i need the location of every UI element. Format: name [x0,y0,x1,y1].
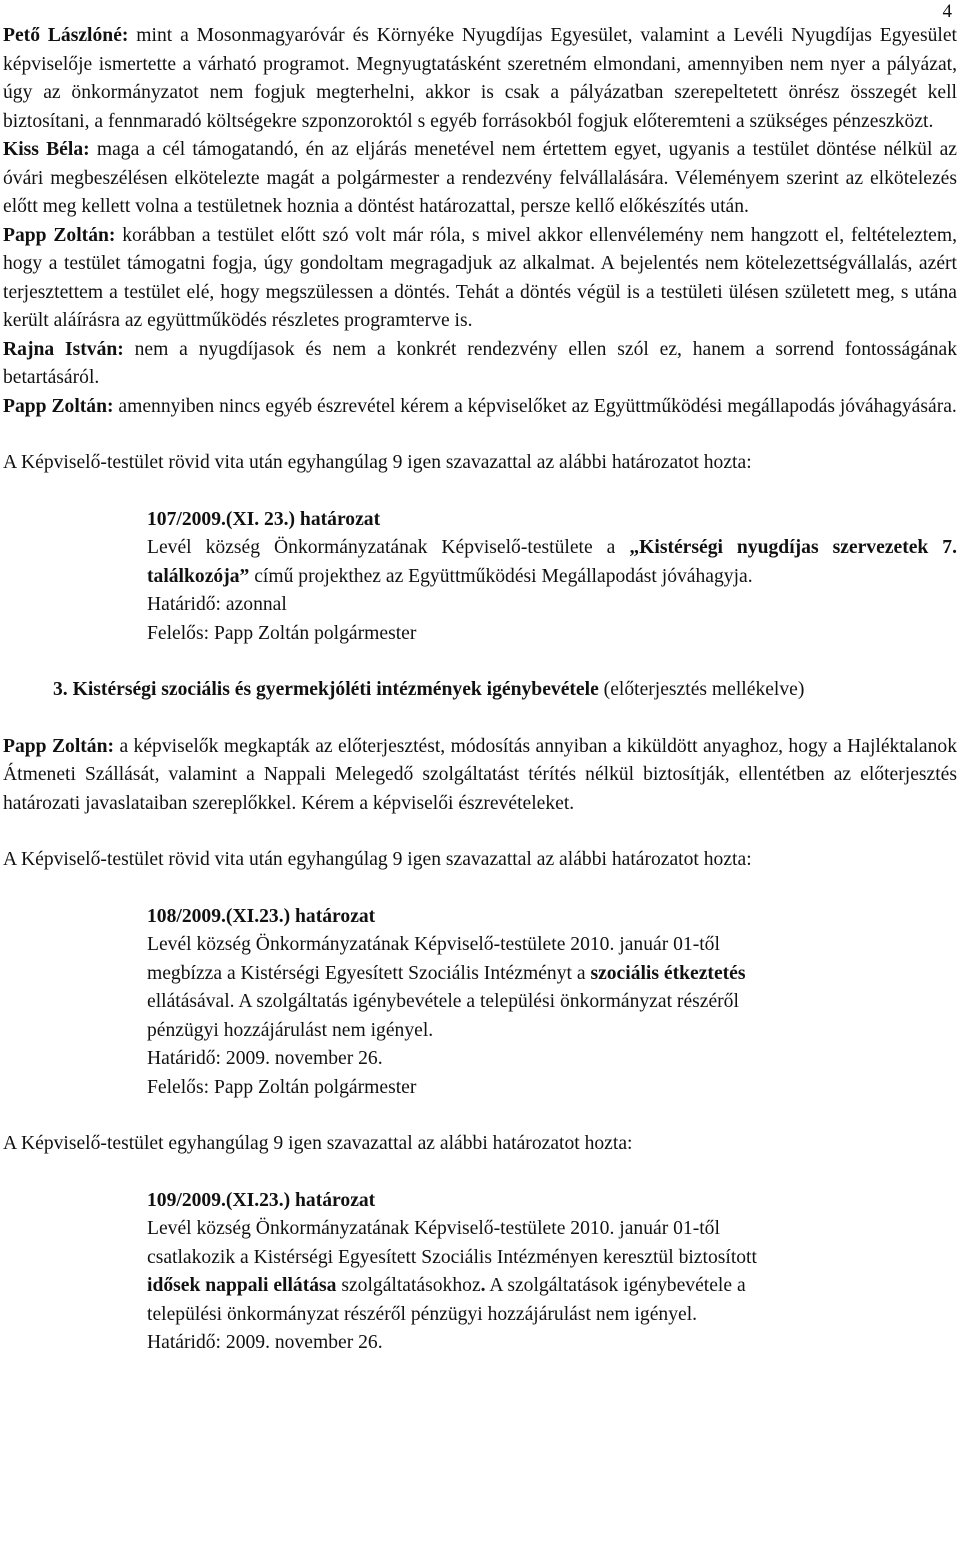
service-name: szociális étkeztetés [590,962,746,984]
paragraph-papp-3 [3,733,957,819]
resolution-text-part: . [480,1275,486,1296]
speaker-name: Kiss Béla: [3,139,90,160]
resolution-line: Levél község Önkormányzatának Képviselő-testülete 2010. január 01-től [147,934,720,955]
agenda-item-title: Kistérségi szociális és gyermekjóléti intézmények igénybevétele [72,679,599,700]
vote-statement-1: A Képviselő-testület rövid vita után egyhangúlag 9 igen szavazattal az alábbi határozatot hozta: [3,452,752,473]
paragraph-kiss [3,136,957,222]
project-title: „Kistérségi nyugdíjas szervezetek 7. találkozója” [147,537,957,587]
resolution-responsible: Felelős: Papp Zoltán polgármester [147,622,417,644]
resolution-109 [147,1187,957,1358]
resolution-line [147,1272,957,1301]
speaker-name: Papp Zoltán: [3,735,115,757]
resolution-text-part: A szolgáltatások igénybevétele a [485,1275,746,1296]
service-name: idősek nappali ellátása [147,1275,337,1296]
resolution-number: 107/2009.(XI. 23.) határozat [147,508,381,530]
resolution-line: Levél község Önkormányzatának Képviselő-testülete 2010. január 01-től [147,1218,720,1239]
resolution-number: 108/2009.(XI.23.) határozat [147,905,376,927]
resolution-text [147,534,957,591]
paragraph-text: nem a nyugdíjasok és nem a konkrét rendezvény ellen szól ez, hanem a sorrend fontosságának betartásáról. [3,338,958,388]
paragraph-text: a képviselők megkapták az előterjesztést, módosítás annyiban a kiküldött anyaghoz, hogy a Hajléktalanok Átmeneti Szállását, valamint a Nappali Melegedő szolgáltatást térítés nélkül biztosítják, ellentétben az előterjesztés határozati javaslataiban szereplőkkel. Kérem a képviselői észrevételeket. [3,735,957,814]
resolution-text-part: szolgáltatásokhoz [336,1275,481,1296]
resolution-text-part: Levél község Önkormányzatának Képviselő-testülete a [147,537,630,558]
agenda-item-3 [53,676,957,705]
resolution-107 [147,506,957,649]
agenda-item-number: 3. [53,679,68,700]
agenda-item-suffix: (előterjesztés mellékelve) [598,679,805,700]
resolution-line: települési önkormányzat részéről pénzügyi hozzájárulást nem igényel. [147,1303,698,1325]
paragraph-text: korábban a testület előtt szó volt már róla, s mivel akkor ellenvélemény nem hangzott el, feltételeztem, hogy a testület támogatni fogja, úgy gondoltam megragadjuk az alkalmat. A bejelentés nem kötelezettségvállalás, azért terjesztettem a testület elé, hogy megszülessen a döntés. Tehát a döntés végül is a testületi ülésen született meg, s utána került aláírásra az együttműködés részletes programterve is. [3,224,958,331]
paragraph-papp-2 [3,393,957,422]
speaker-name: Papp Zoltán: [3,395,114,417]
page-number: 4 [942,1,952,22]
resolution-deadline: Határidő: 2009. november 26. [147,1048,383,1069]
resolution-text-part: megbízza a Kistérségi Egyesített Szociális Intézményt a [147,962,591,984]
vote-statement-2: A Képviselő-testület rövid vita után egyhangúlag 9 igen szavazattal az alábbi határozatot hozta: [3,849,752,870]
paragraph-text: maga a cél támogatandó, én az eljárás menetével nem értettem egyet, ugyanis a testület döntése nélkül az óvári megbeszélésen elkötelezte magát a polgármester a rendezvény felvállalására. Véleményem szerint az elkötelezés előtt meg kellett volna a testületnek hoznia a döntést határozattal, persze kellő előkészítés után. [3,139,957,217]
resolution-deadline: Határidő: azonnal [147,594,287,615]
paragraph-text: amennyiben nincs egyéb észrevétel kérem a képviselőket az Együttműködési megállapodás jóváhagyására. [113,395,957,417]
paragraph-text: mint a Mosonmagyaróvár és Környéke Nyugdíjas Egyesület, valamint a Levéli Nyugdíjas Egyesület képviselője ismertette a várható programot. Megnyugtatásként szeretném elmondani, amennyiben nem nyer a pályázat, úgy az önkormányzatot nem fogjuk megterhelni, akkor is csak a pályázatban szerepeltetett önrész összegét kell biztosítani, a fennmaradó költségekre szponzoroktól s egyéb forrásokból fogjuk előteremteni a szükséges pénzeszközt. [3,25,958,132]
resolution-line: csatlakozik a Kistérségi Egyesített Szociális Intézményen keresztül biztosított [147,1246,757,1268]
resolution-line [147,960,957,989]
resolution-number: 109/2009.(XI.23.) határozat [147,1189,376,1211]
paragraph-peto [3,22,957,136]
resolution-line: ellátásával. A szolgáltatás igénybevétele a települési önkormányzat részéről [147,991,739,1012]
resolution-text-part: című projekthez az Együttműködési Megállapodást jóváhagyja. [249,565,753,587]
speaker-name: Pető Lászlóné: [3,25,129,46]
resolution-responsible: Felelős: Papp Zoltán polgármester [147,1076,417,1098]
speaker-name: Papp Zoltán: [3,224,116,246]
resolution-line: pénzügyi hozzájárulást nem igényel. [147,1019,434,1041]
paragraph-rajna [3,336,957,393]
resolution-deadline: Határidő: 2009. november 26. [147,1332,383,1353]
vote-statement-3: A Képviselő-testület egyhangúlag 9 igen szavazattal az alábbi határozatot hozta: [3,1133,633,1154]
paragraph-papp-1 [3,222,957,336]
resolution-108 [147,903,957,1103]
speaker-name: Rajna István: [3,338,124,360]
